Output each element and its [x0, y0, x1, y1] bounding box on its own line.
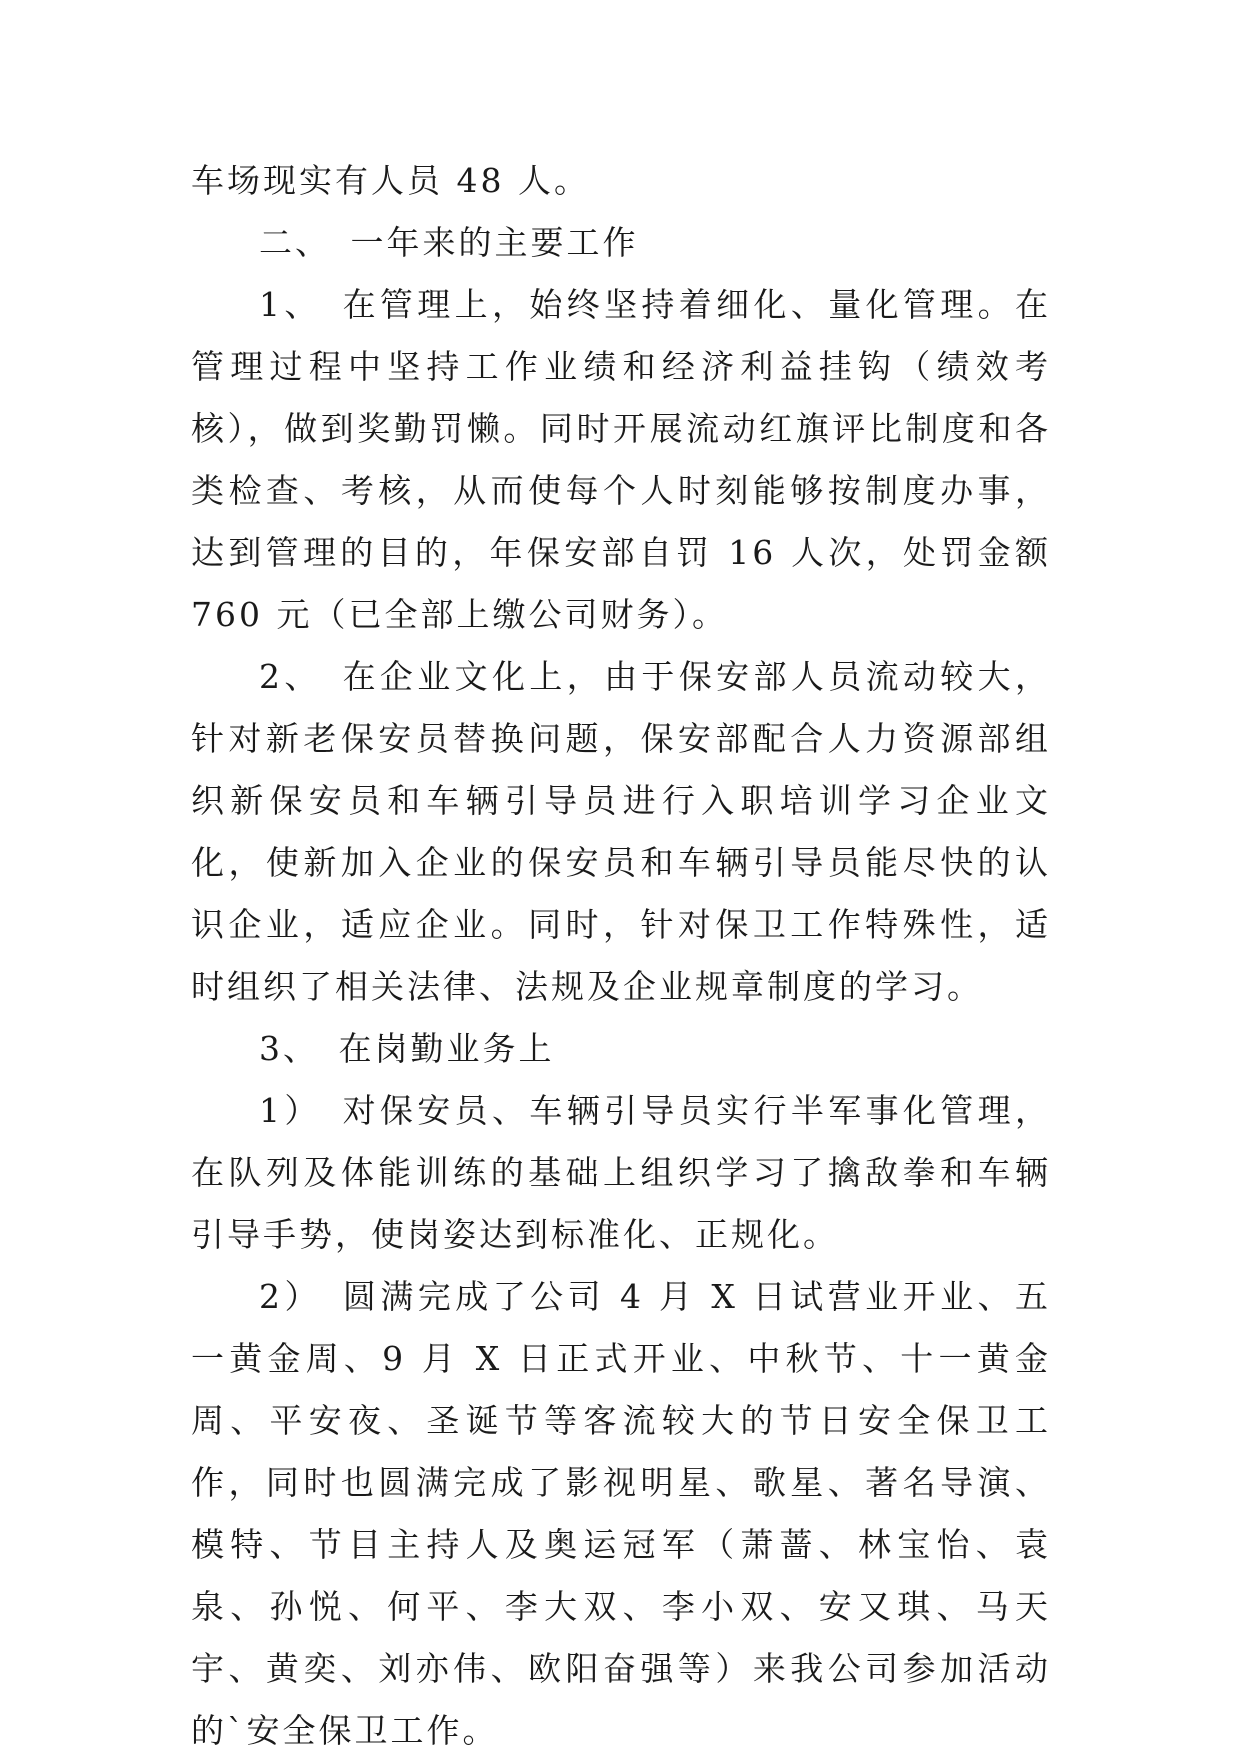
paragraph-military-management: 1） 对保安员、车辆引导员实行半军事化管理，在队列及体能训练的基础上组织学习了擒敌拳和车辆引导手势，使岗姿达到标准化、正规化。 — [191, 1091, 1051, 1254]
paragraph-corporate-culture: 2、 在企业文化上，由于保安部人员流动较大，针对新老保安员替换问题，保安部配合人力资源部组织新保安员和车辆引导员进行入职培训学习企业文化，使新加入企业的保安员和车辆引导员能尽快的认识企业，适应企业。同时，针对保卫工作特殊性，适时组织了相关法律、法规及企业规章制度的学习。 — [191, 657, 1051, 1006]
document-body — [191, 150, 1051, 1762]
paragraph-security-events: 2） 圆满完成了公司 4 月 X 日试营业开业、五一黄金周、9 月 X 日正式开业、中秋节、十一黄金周、平安夜、圣诞节等客流较大的节日安全保卫工作，同时也圆满完成了影视明星、歌星、著名导演、模特、节目主持人及奥运冠军（萧蔷、林宝怡、袁泉、孙悦、何平、李大双、李小双、安又琪、马天宇、黄奕、刘亦伟、欧阳奋强等）来我公司参加活动的`安全保卫工作。 — [191, 1277, 1051, 1750]
subheading-duty-operations: 3、 在岗勤业务上 — [259, 1029, 555, 1068]
section-heading-main-work: 二、 一年来的主要工作 — [259, 223, 639, 262]
paragraph-staff-count: 车场现实有人员 48 人。 — [191, 161, 590, 200]
paragraph-management: 1、 在管理上，始终坚持着细化、量化管理。在管理过程中坚持工作业绩和经济利益挂钩（绩效考核），做到奖勤罚懒。同时开展流动红旗评比制度和各类检查、考核，从而使每个人时刻能够按制度办事，达到管理的目的，年保安部自罚 16 人次，处罚金额 760 元（已全部上缴公司财务）。 — [191, 285, 1051, 634]
